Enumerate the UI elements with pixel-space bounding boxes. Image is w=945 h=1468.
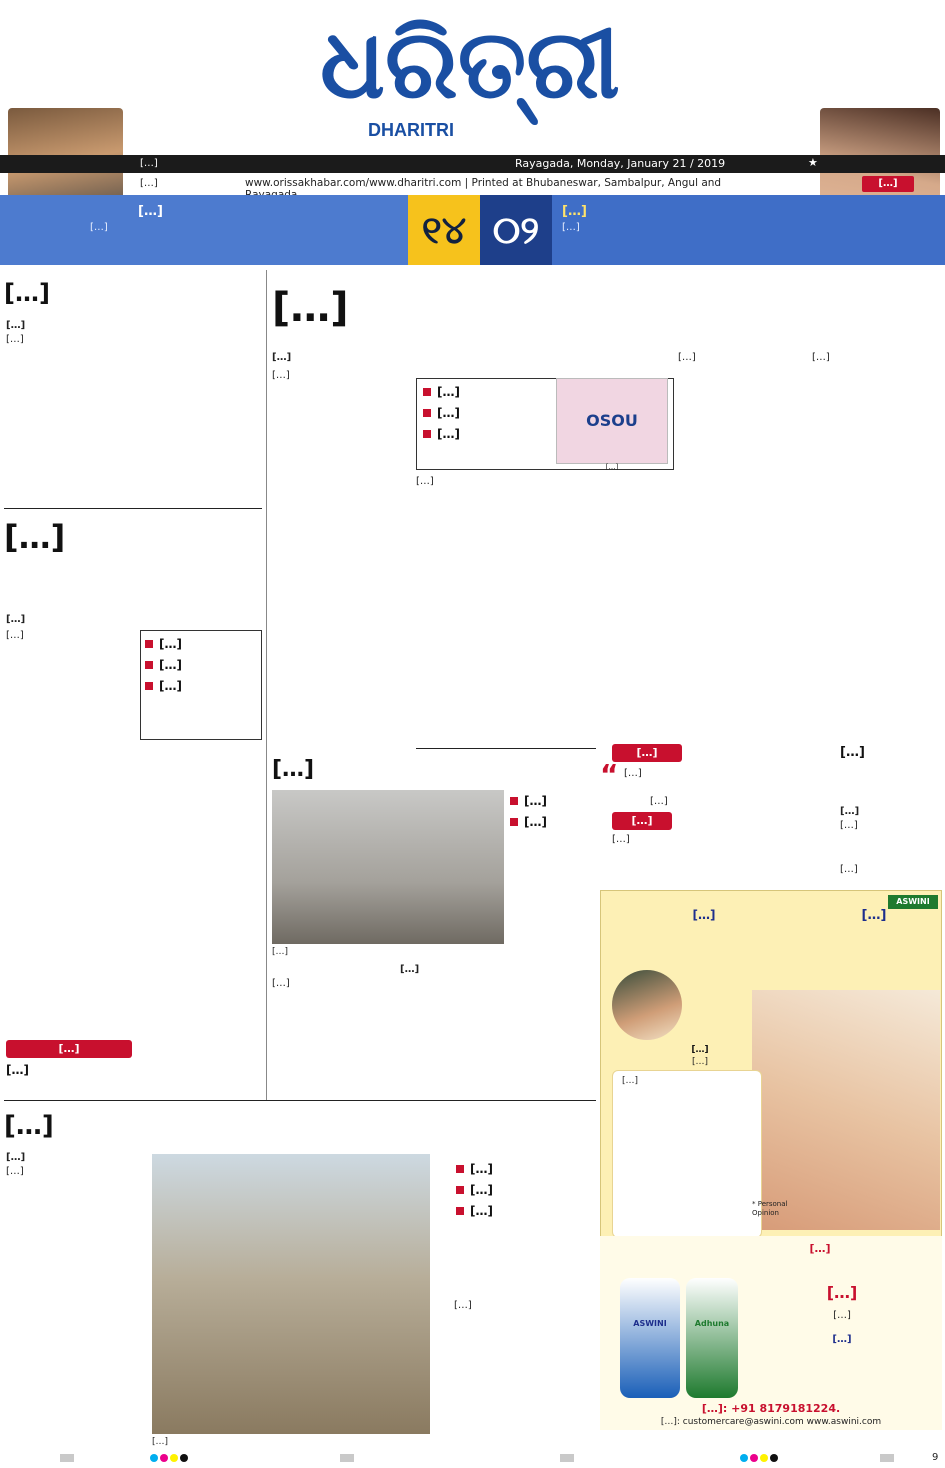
score-right: ୦୨ xyxy=(492,208,540,252)
bullet: […] xyxy=(423,427,667,442)
ad-contact: […]: +91 8179181224. xyxy=(701,1402,841,1415)
bullet: […] xyxy=(456,1183,594,1198)
divider xyxy=(416,748,596,749)
page-number: 9 xyxy=(932,1452,939,1463)
registration-mark xyxy=(60,1454,74,1462)
dateline-odia: […] xyxy=(140,158,158,169)
ad-bottle-2-label: Adhuna xyxy=(694,1319,730,1328)
subline-website: www.orissakhabar.com/www.dharitri.com | Printed at Bhubaneswar, Sambalpur, Angul and xyxy=(245,177,722,189)
bullet: […] xyxy=(456,1204,594,1219)
score-left: ୧୪ xyxy=(421,208,467,252)
story-hostel-headline: […] xyxy=(4,279,50,307)
osou-logo-caption: […] xyxy=(605,463,619,471)
masthead-logo: ଧରିତ୍ରୀ xyxy=(320,7,620,120)
cmyk-mark xyxy=(150,1454,158,1462)
registration-mark xyxy=(560,1454,574,1462)
railway-photo xyxy=(152,1154,430,1434)
registration-mark xyxy=(880,1454,894,1462)
ad-side-note: * Personal Opinion xyxy=(752,1200,788,1217)
ad-headline-right: […] xyxy=(861,908,887,923)
registration-mark xyxy=(340,1454,354,1462)
ad-bottle-2 xyxy=(686,1278,738,1398)
quote-text: […] xyxy=(624,768,642,779)
railway-body-col1: […] xyxy=(6,1166,24,1177)
divider xyxy=(4,508,262,509)
ad-testimonial-photo xyxy=(612,970,682,1040)
story-crime-dateline: […] xyxy=(6,614,26,625)
section-tag: […] xyxy=(6,1040,132,1058)
bullet: […] xyxy=(510,815,594,830)
ad-product-sub: […] xyxy=(833,1310,851,1321)
ad-headline-left: […] xyxy=(692,908,716,922)
ad-bottle-1 xyxy=(620,1278,680,1398)
cmyk-mark xyxy=(170,1454,178,1462)
bullet: […] xyxy=(456,1162,594,1177)
fog-headline: […] xyxy=(272,757,315,782)
bullet: […] xyxy=(423,385,667,400)
banner-left-headline: […] xyxy=(138,204,163,219)
lead-body-col2: […] xyxy=(416,476,434,487)
banner-right-body: […] xyxy=(562,222,580,233)
railway-dateline: […] xyxy=(6,1152,26,1163)
cmyk-mark xyxy=(760,1454,768,1462)
railway-body-col3: […] xyxy=(454,1300,472,1311)
drowning-body: […] xyxy=(840,820,858,831)
banner-left-body: […] xyxy=(90,222,108,233)
lead-body-col3: […] xyxy=(678,352,696,363)
quote-attribution: […] xyxy=(650,796,668,807)
dateline-english: Rayagada, Monday, January 21 / 2019 xyxy=(515,157,726,170)
ad-brand-badge: ASWINI xyxy=(888,895,938,909)
drowning-page-ref: […] xyxy=(840,864,858,875)
bullet: […] xyxy=(145,658,257,673)
osou-logo-label: OSOU xyxy=(586,411,638,430)
ad-product-line1: […] xyxy=(809,1242,831,1255)
ad-email-web: […]: customercare@aswini.com www.aswini.com xyxy=(660,1417,882,1427)
cmyk-mark xyxy=(180,1454,188,1462)
banner-right-headline: […] xyxy=(562,204,587,219)
ad-product-brand: […] xyxy=(826,1283,858,1302)
masthead-subtitle: DHARITRI xyxy=(368,120,454,140)
bullet: […] xyxy=(145,637,257,652)
ad-testimonial-body: […] xyxy=(622,1076,639,1086)
fog-photo-caption: […] xyxy=(272,947,289,957)
dateline-star: ★ xyxy=(808,156,818,169)
story-hostel-body: […] xyxy=(6,334,24,345)
facts-text: […] xyxy=(612,834,630,845)
cmyk-mark xyxy=(160,1454,168,1462)
story-crime-body: […] xyxy=(6,630,24,641)
price-badge: […] xyxy=(862,176,914,192)
lead-dateline: […] xyxy=(272,352,292,363)
subline-odia: […] xyxy=(140,178,158,189)
masthead xyxy=(0,0,945,155)
story-crime-bullets xyxy=(140,630,262,740)
bullet: […] xyxy=(145,679,257,694)
story-hostel-dateline: […] xyxy=(6,320,26,331)
railway-headline: […] xyxy=(4,1111,54,1141)
bullet: […] xyxy=(510,794,594,809)
divider xyxy=(4,1100,596,1101)
cmyk-mark xyxy=(770,1454,778,1462)
lead-body-col4: […] xyxy=(812,352,830,363)
ad-bottle-1-label: ASWINI xyxy=(633,1319,667,1328)
railway-photo-caption: […] xyxy=(152,1437,169,1447)
quote-mark-icon: “ xyxy=(600,758,619,791)
fog-body: […] xyxy=(272,978,290,989)
quote-title: […] xyxy=(612,744,682,762)
cmyk-mark xyxy=(740,1454,748,1462)
drowning-dateline: […] xyxy=(840,806,860,817)
drowning-headline: […] xyxy=(840,745,865,760)
fog-photo xyxy=(272,790,504,944)
lead-headline: […] xyxy=(272,285,349,331)
ad-testimonial-name: […] xyxy=(691,1045,709,1055)
section-item: […] xyxy=(6,1063,29,1077)
ad-testimonial-place: […] xyxy=(691,1057,709,1067)
facts-title: […] xyxy=(612,812,672,830)
cmyk-mark xyxy=(750,1454,758,1462)
fog-bullets xyxy=(508,790,596,920)
story-crime-headline: […] xyxy=(4,518,66,556)
ad-model-photo xyxy=(752,990,940,1230)
footer-bar xyxy=(0,1446,945,1468)
ad-product-line2: […] xyxy=(832,1334,852,1345)
bullet: […] xyxy=(423,406,667,421)
column-divider xyxy=(266,270,267,1100)
fog-dateline: […] xyxy=(400,964,420,975)
lead-body-col1: […] xyxy=(272,370,290,381)
railway-bullets xyxy=(454,1160,596,1300)
